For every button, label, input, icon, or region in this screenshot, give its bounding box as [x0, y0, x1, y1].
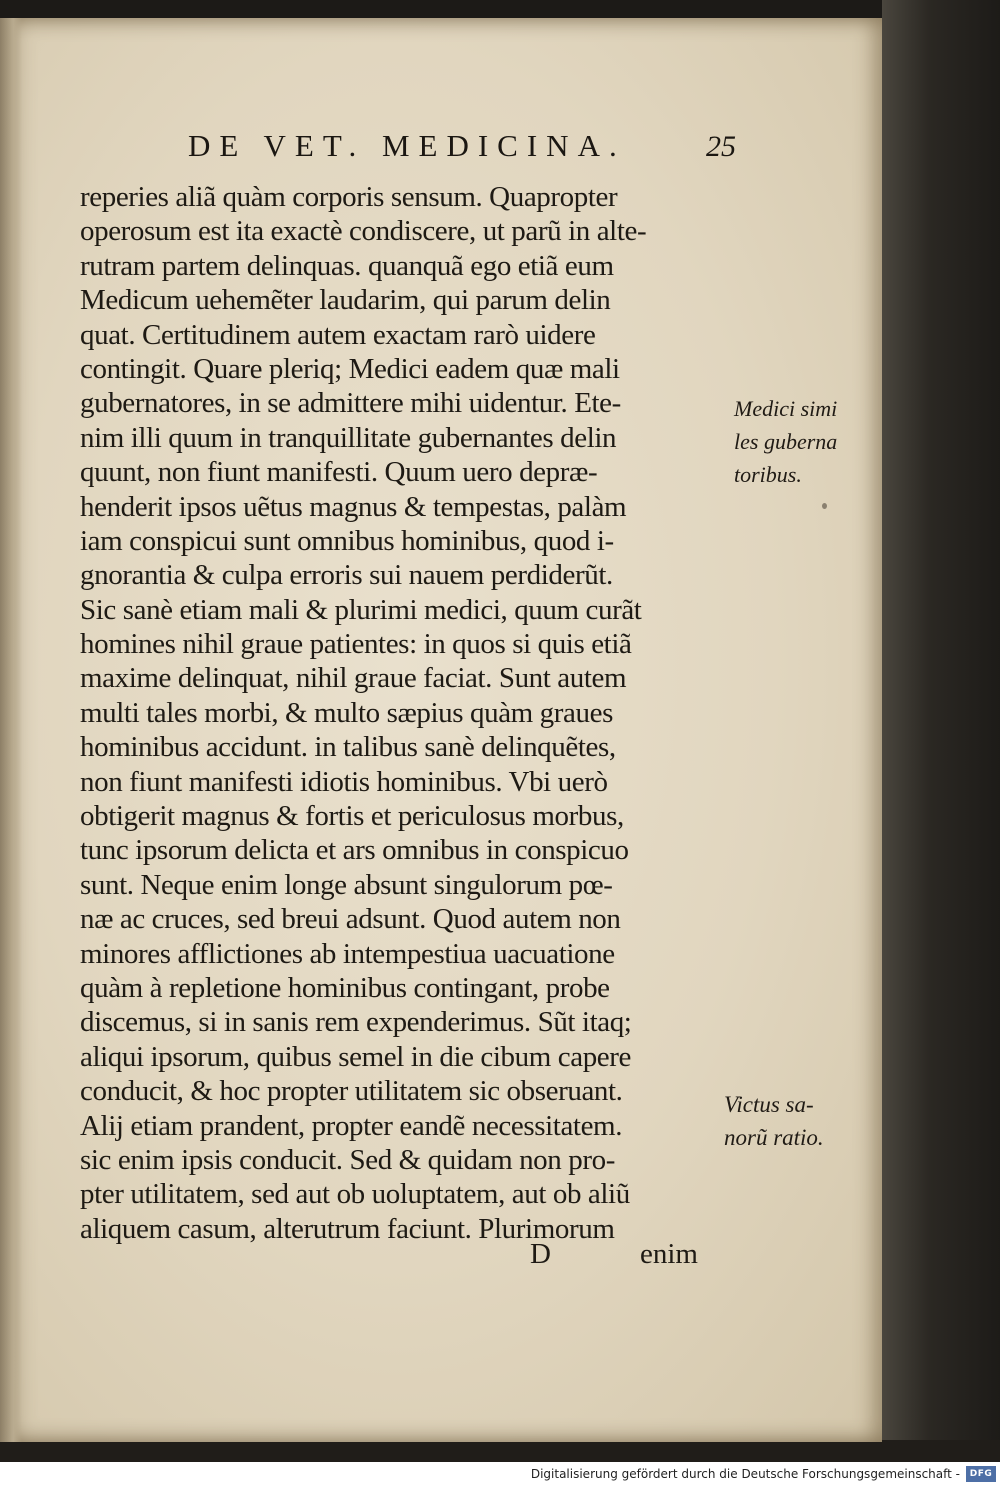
- text-line: reperies aliã quàm corporis sensum. Quapropter: [80, 181, 618, 213]
- dfg-logo: DFG: [966, 1466, 996, 1482]
- text-line: aliquem casum, alterutrum faciunt. Plurimorum: [80, 1212, 615, 1245]
- paper-speck: [822, 503, 827, 509]
- text-line: Medicum uehemẽter laudarim, qui parum delin: [80, 284, 611, 317]
- text-line: quat. Certitudinem autem exactam rarò uidere: [80, 318, 596, 351]
- page-gutter: [0, 18, 22, 1442]
- text-line: obtigerit magnus & fortis et periculosus morbus,: [80, 800, 624, 833]
- text-line: pter utilitatem, sed aut ob uoluptatem, aut ob aliũ: [80, 1178, 630, 1211]
- footer-bar: [0, 1462, 1000, 1488]
- text-line: næ ac cruces, sed breui adsunt. Quod autem non: [80, 903, 621, 936]
- text-line: Alij etiam prandent, propter eandẽ necessitatem.: [80, 1109, 623, 1142]
- page-number: 25: [706, 130, 736, 163]
- text-line: nim illi quum in tranquillitate gubernantes delin: [80, 421, 617, 454]
- signature-mark: D: [530, 1238, 551, 1270]
- text-line: operosum est ita exactè condiscere, ut parũ in alte-: [80, 215, 647, 248]
- funding-notice: Digitalisierung gefördert durch die Deutsche Forschungsgemeinschaft -: [530, 1467, 960, 1481]
- text-line: tunc ipsorum delicta et ars omnibus in conspicuo: [80, 834, 629, 867]
- text-line: multi tales morbi, & multo sæpius quàm graues: [80, 696, 613, 729]
- text-line: conducit, & hoc propter utilitatem sic obseruant.: [80, 1075, 623, 1108]
- text-line: gnorantia & culpa erroris sui nauem perdiderũt.: [80, 559, 613, 592]
- marginal-note: [734, 392, 837, 491]
- text-line: contingit. Quare pleriq; Medici eadem quæ mali: [80, 352, 620, 385]
- scan-border-right: [882, 0, 1000, 1462]
- text-line: henderit ipsos uẽtus magnus & tempestas, palàm: [80, 490, 627, 523]
- marginal-note-line: Victus sa-: [724, 1092, 814, 1117]
- text-line: discemus, si in sanis rem expenderimus. Sũt itaq;: [80, 1006, 632, 1039]
- catchword: enim: [640, 1238, 698, 1270]
- text-line: gubernatores, in se admittere mihi uidentur. Ete-: [80, 387, 621, 420]
- scan-border-bottom: [0, 1440, 1000, 1462]
- text-line: sic enim ipsis conducit. Sed & quidam non pro-: [80, 1143, 615, 1176]
- marginal-note-line: norũ ratio.: [724, 1125, 824, 1150]
- text-line: rutram partem delinquas. quanquã ego etiã eum: [80, 249, 614, 282]
- text-line: hominibus accidunt. in talibus sanè delinquẽtes,: [80, 731, 616, 764]
- text-line: sunt. Neque enim longe absunt singulorum pœ-: [80, 868, 613, 901]
- marginal-note-line: Medici simi: [734, 396, 838, 421]
- marginal-note: [724, 1088, 824, 1154]
- text-line: aliqui ipsorum, quibus semel in die cibum capere: [80, 1040, 632, 1073]
- marginal-note-line: les guberna: [734, 429, 838, 454]
- text-line: non fiunt manifesti idiotis hominibus. Vbi uerò: [80, 765, 608, 798]
- text-line: quunt, non fiunt manifesti. Quum uero depræ-: [80, 456, 598, 489]
- text-line: homines nihil graue patientes: in quos si quis etiã: [80, 628, 632, 661]
- text-line: minores afflictiones ab intempestiua uacuatione: [80, 937, 615, 970]
- text-line: quàm à repletione hominibus contingant, probe: [80, 971, 610, 1004]
- body-text: [80, 180, 720, 1246]
- marginal-note-line: toribus.: [734, 462, 802, 487]
- running-head: DE VET. MEDICINA.: [188, 128, 626, 163]
- text-line: Sic sanè etiam mali & plurimi medici, quum curãt: [80, 593, 642, 626]
- text-line: iam conspicui sunt omnibus hominibus, quod i-: [80, 524, 614, 557]
- text-line: maxime delinquat, nihil graue faciat. Sunt autem: [80, 662, 627, 695]
